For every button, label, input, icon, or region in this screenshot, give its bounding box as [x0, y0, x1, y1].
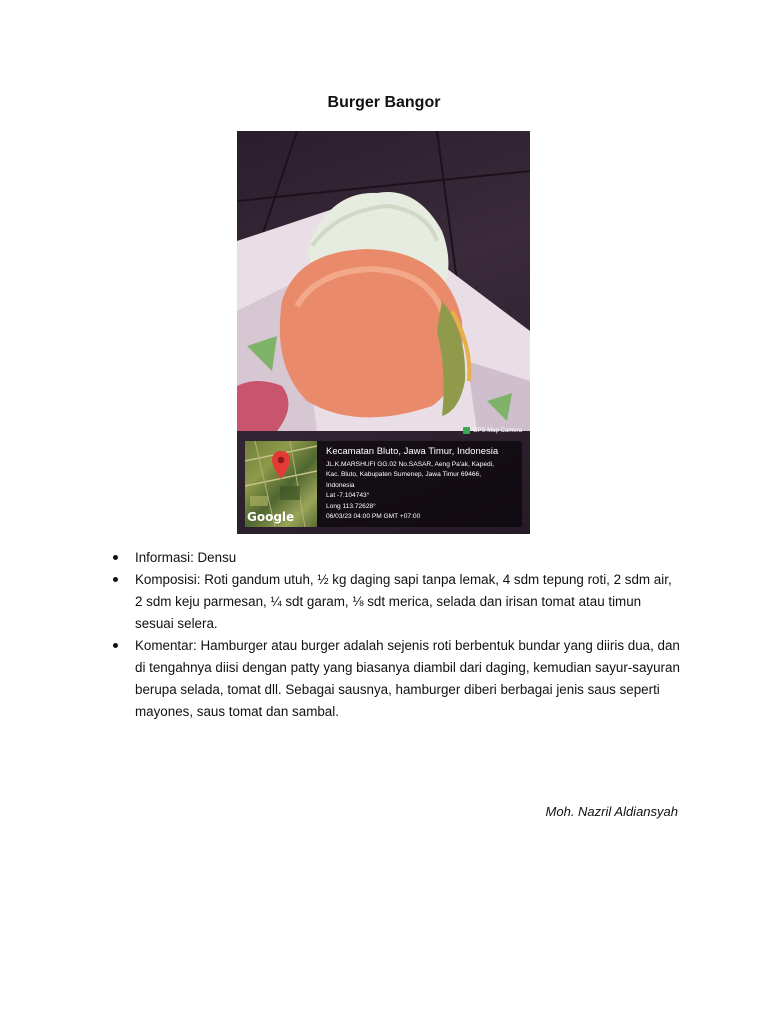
author-name: Moh. Nazril Aldiansyah [545, 804, 678, 819]
stamp-datetime: 06/03/23 04:00 PM GMT +07:00 [326, 513, 421, 521]
stamp-long: Long 113.72628° [326, 502, 376, 510]
list-item-komposisi: Komposisi: Roti gandum utuh, ½ kg daging sapi tanpa lemak, 4 sdm tepung roti, 2 sdm air, 2 sdm keju parmesan, ¼ sdt garam, ⅛ sdt merica, selada dan irisan tomat atau timun sesuai selera. [112, 569, 682, 635]
stamp-location: Kecamatan Bluto, Jawa Timur, Indonesia [326, 446, 499, 457]
gps-camera-badge: GPS Map Camera [463, 427, 522, 434]
list-item-informasi: Informasi: Densu [112, 547, 682, 569]
stamp-address-line: JL.K.MARSHUFI GG.02 No.SASAR, Aeng Pa'ak, Kapedi, [326, 461, 495, 468]
location-pin-icon [272, 451, 290, 479]
map-thumbnail [245, 441, 317, 527]
burger-photo [237, 131, 530, 534]
gps-stamp [245, 441, 522, 527]
stamp-lat: Lat -7.104743° [326, 492, 370, 500]
page-title: Burger Bangor [327, 94, 441, 111]
google-logo: Google [247, 510, 295, 524]
stamp-details [326, 446, 518, 522]
info-list [112, 547, 682, 723]
stamp-address-line: Kac. Bluto, Kabupaten Sumenep, Jawa Timur 69466, [326, 471, 482, 479]
stamp-address-line: Indonesia [326, 481, 355, 489]
gps-camera-icon [463, 427, 470, 434]
list-item-komentar: Komentar: Hamburger atau burger adalah sejenis roti berbentuk bundar yang diiris dua, dan di tengahnya diisi dengan patty yang biasanya diambil dari daging, kemudian sayur-sayuran berupa selada, tomat dll. Sebagai sausnya, hamburger diberi berbagai jenis saus seperti mayones, saus tomat dan sambal. [112, 635, 682, 723]
